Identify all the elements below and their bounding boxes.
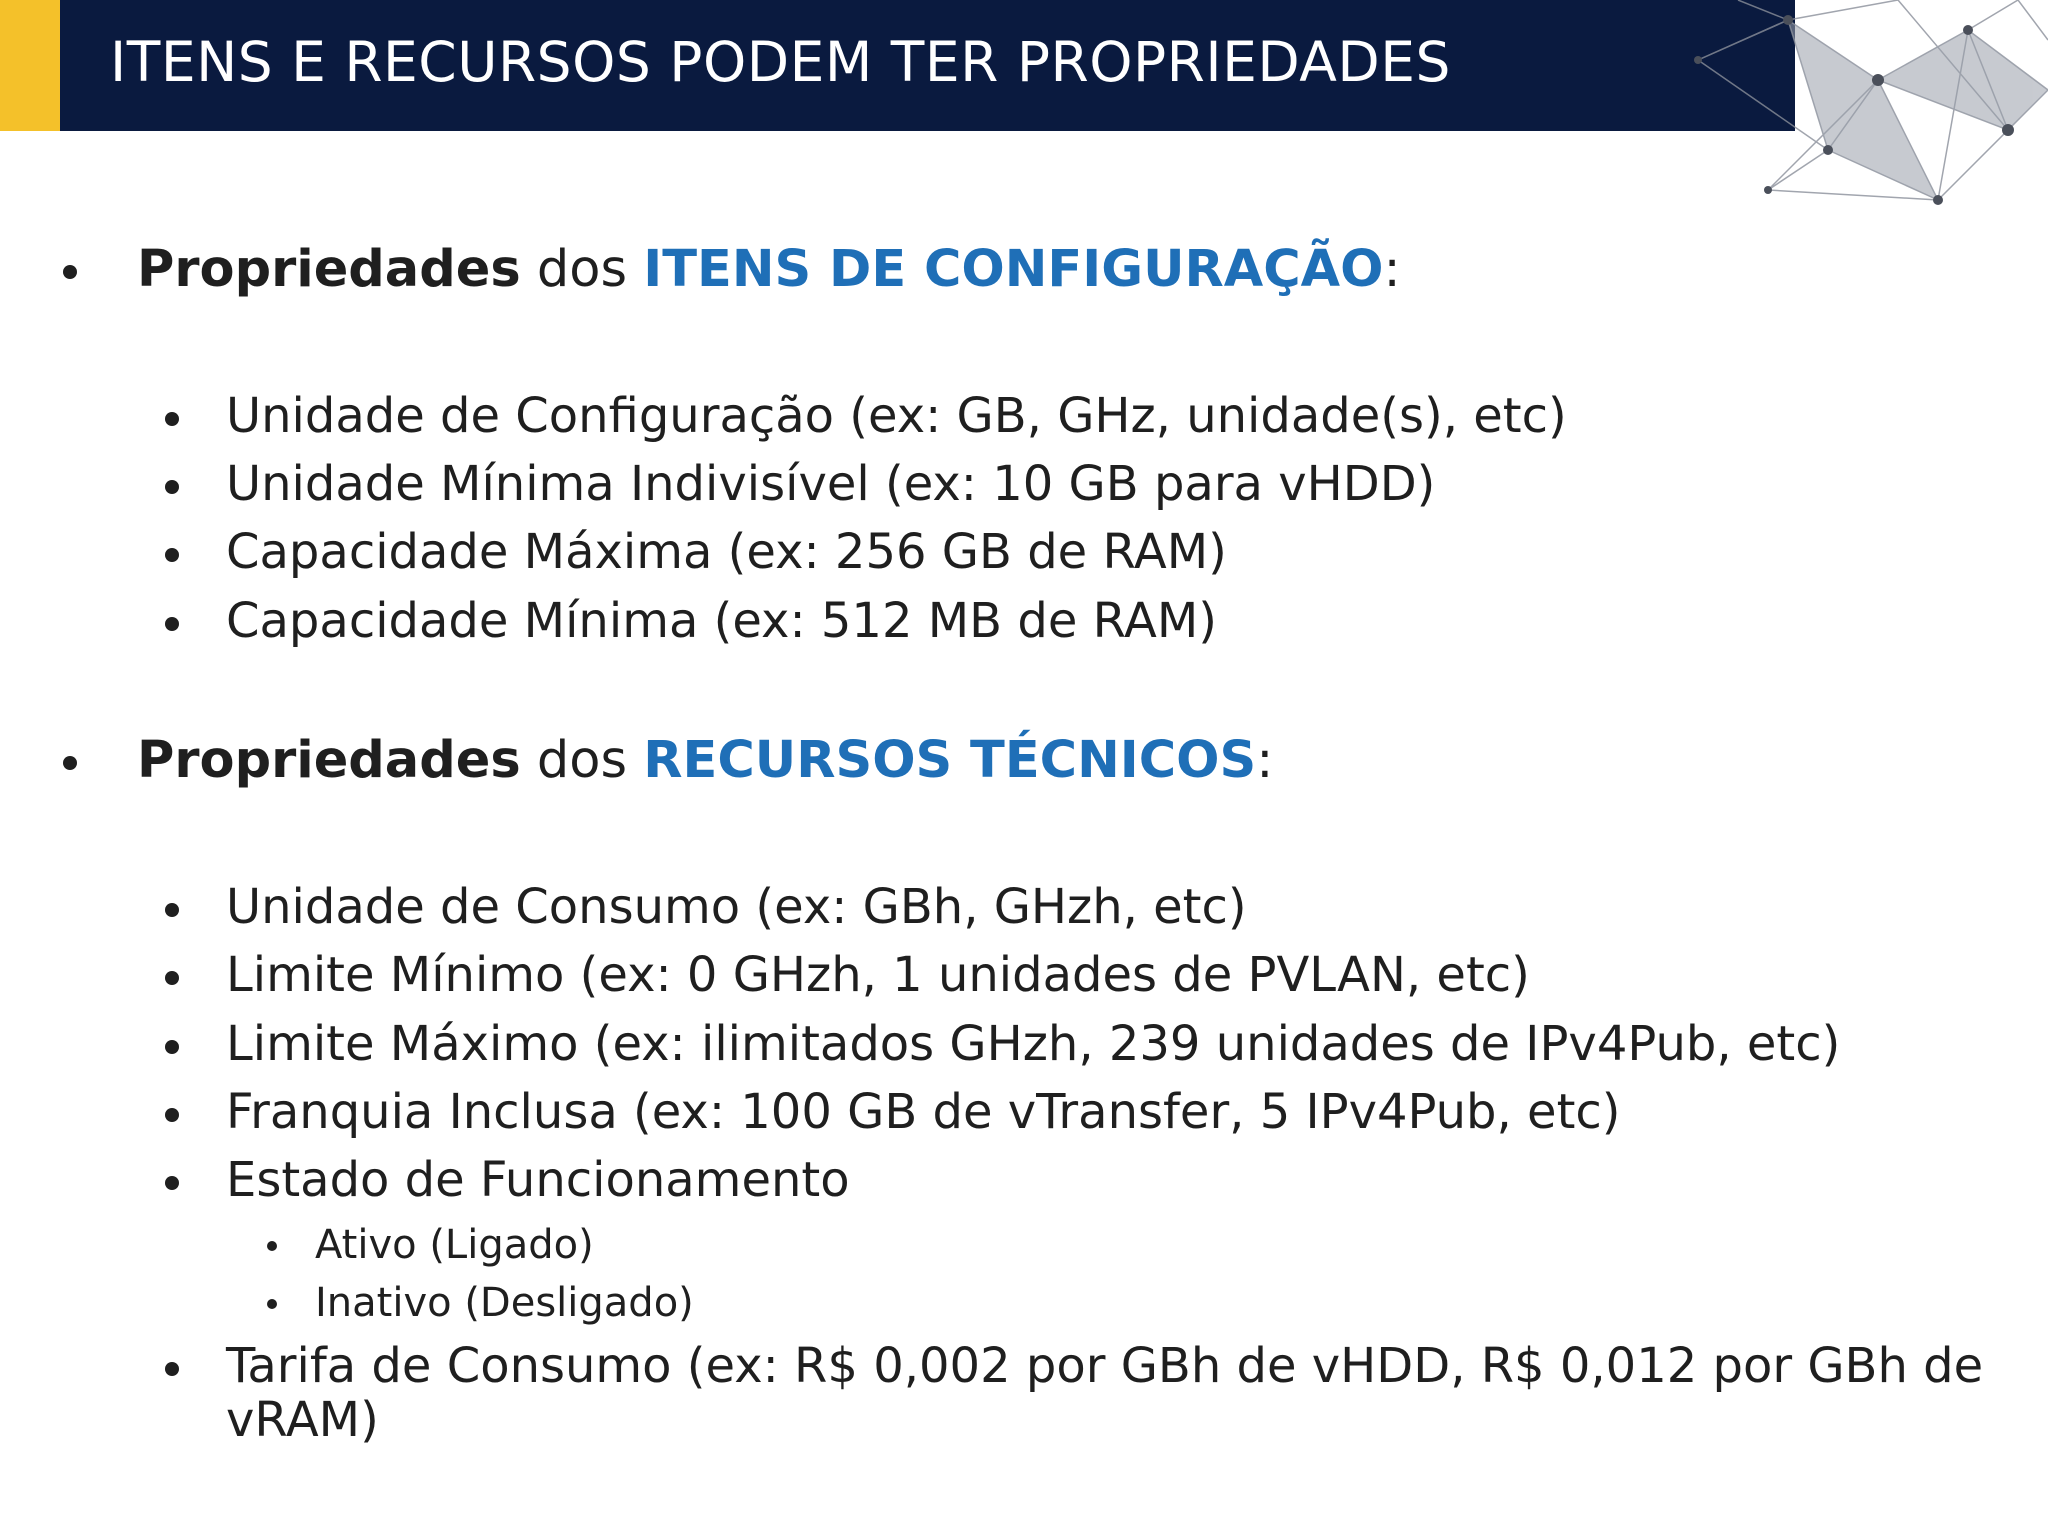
heading-prefix: Propriedades — [137, 731, 521, 790]
heading-prefix: Propriedades — [137, 240, 521, 299]
heading-suffix: : — [1383, 240, 1401, 299]
list-item-line: vRAM) — [226, 1392, 379, 1448]
bullet — [165, 617, 179, 631]
bullet — [165, 1040, 179, 1054]
list-item: Capacidade Mínima (ex: 512 MB de RAM) — [226, 593, 1217, 649]
bullet — [165, 412, 179, 426]
list-item: Franquia Inclusa (ex: 100 GB de vTransfer, 5 IPv4Pub, etc) — [226, 1084, 1621, 1140]
bullet — [165, 1176, 179, 1190]
section-heading-recursos — [137, 731, 1273, 790]
bullet — [165, 903, 179, 917]
list-item: Estado de Funcionamento — [226, 1152, 850, 1208]
bullet — [267, 1299, 277, 1309]
heading-middle: dos — [520, 731, 644, 790]
bullet — [267, 1241, 277, 1251]
list-item-line: Tarifa de Consumo (ex: R$ 0,002 por GBh de vHDD, R$ 0,012 por GBh de — [226, 1338, 1984, 1394]
page-title: ITENS E RECURSOS PODEM TER PROPRIEDADES — [110, 30, 1451, 94]
section-heading-itens — [137, 240, 1401, 299]
bullet — [165, 548, 179, 562]
list-item: Unidade Mínima Indivisível (ex: 10 GB para vHDD) — [226, 456, 1436, 512]
heading-highlight: RECURSOS TÉCNICOS — [643, 731, 1257, 790]
heading-highlight: ITENS DE CONFIGURAÇÃO — [643, 240, 1384, 299]
bullet — [165, 480, 179, 494]
bullet — [63, 265, 77, 279]
heading-middle: dos — [520, 240, 644, 299]
bullet — [63, 756, 77, 770]
heading-suffix: : — [1256, 731, 1274, 790]
list-item: Limite Mínimo (ex: 0 GHzh, 1 unidades de PVLAN, etc) — [226, 947, 1530, 1003]
bullet — [165, 1108, 179, 1122]
list-item: Unidade de Configuração (ex: GB, GHz, unidade(s), etc) — [226, 388, 1567, 444]
sub-list-item: Inativo (Desligado) — [315, 1280, 694, 1326]
bullet — [165, 1362, 179, 1376]
list-item: Unidade de Consumo (ex: GBh, GHzh, etc) — [226, 879, 1247, 935]
list-item: Limite Máximo (ex: ilimitados GHzh, 239 unidades de IPv4Pub, etc) — [226, 1016, 1841, 1072]
sub-list-item: Ativo (Ligado) — [315, 1222, 594, 1268]
list-item: Capacidade Máxima (ex: 256 GB de RAM) — [226, 524, 1227, 580]
bullet — [165, 971, 179, 985]
